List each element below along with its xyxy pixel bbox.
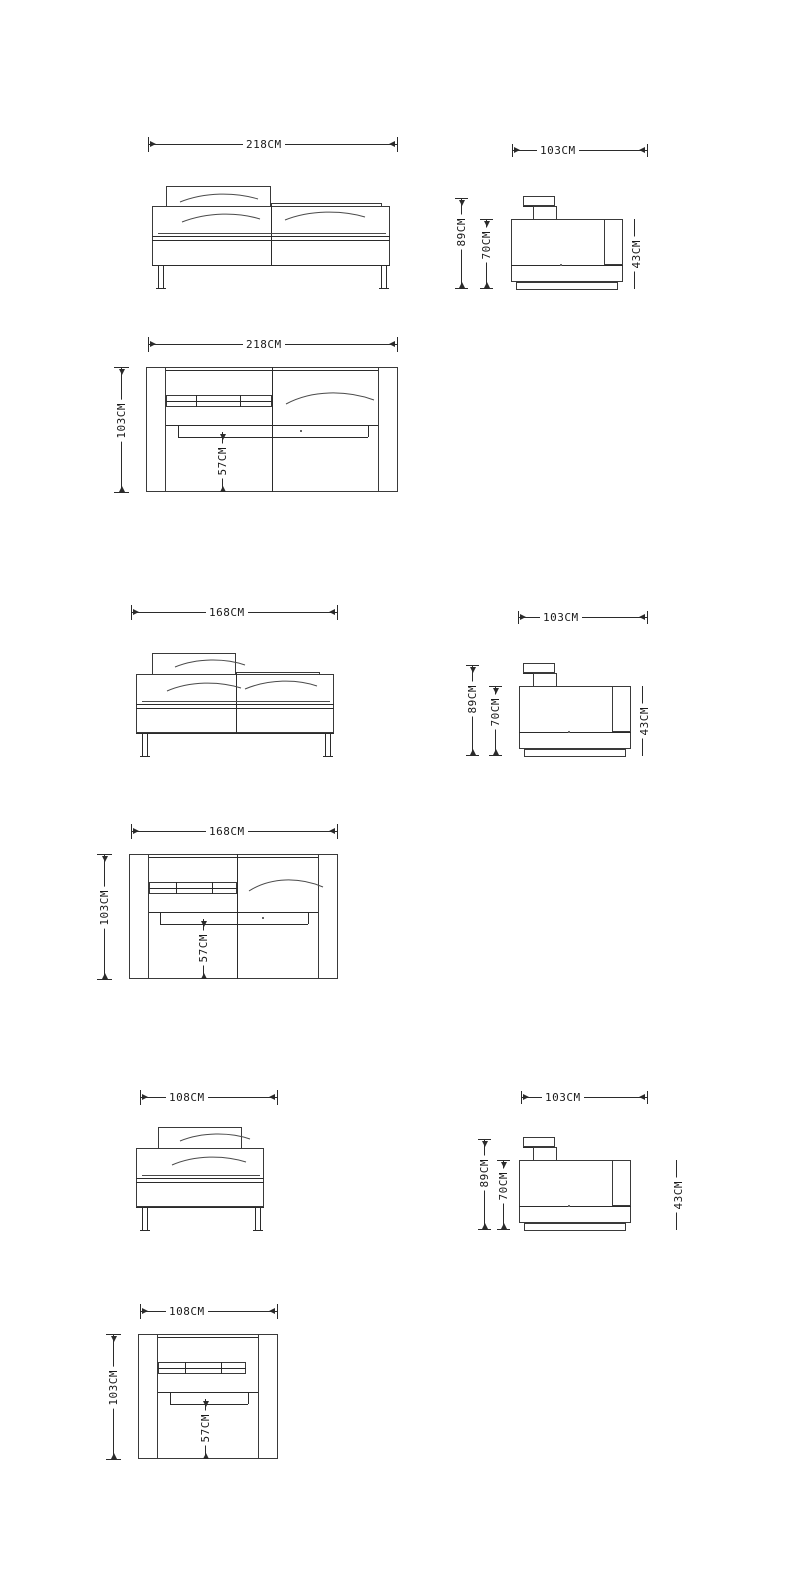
- dim-label-108-plan: 108CM: [166, 1305, 208, 1318]
- dim-label-70-side-2: 70CM: [489, 695, 502, 730]
- dim-label-43-side-3: 43CM: [672, 1178, 685, 1213]
- dim-label-103-side-1: 103CM: [537, 144, 579, 157]
- dim-label-57-plan-3: 57CM: [199, 1411, 212, 1446]
- dim-label-43-side-2: 43CM: [638, 704, 651, 739]
- dim-label-103-side-2: 103CM: [540, 611, 582, 624]
- dim-label-89-side-3: 89CM: [478, 1156, 491, 1191]
- dim-label-57-plan-2: 57CM: [197, 931, 210, 966]
- dim-label-89-side-1: 89CM: [455, 215, 468, 250]
- dim-label-103-plan-1: 103CM: [115, 400, 128, 442]
- dim-label-103-plan-2: 103CM: [98, 887, 111, 929]
- dim-label-103-side-3: 103CM: [542, 1091, 584, 1104]
- dim-label-57-plan-1: 57CM: [216, 444, 229, 479]
- dim-label-70-side-3: 70CM: [497, 1169, 510, 1204]
- dim-label-108-front: 108CM: [166, 1091, 208, 1104]
- dim-label-43-side-1: 43CM: [630, 237, 643, 272]
- dim-label-70-side-1: 70CM: [480, 228, 493, 263]
- dim-label-103-plan-3: 103CM: [107, 1367, 120, 1409]
- dim-label-168-front: 168CM: [206, 606, 248, 619]
- dim-label-89-side-2: 89CM: [466, 682, 479, 717]
- dim-label-218-front: 218CM: [243, 138, 285, 151]
- dim-label-168-plan: 168CM: [206, 825, 248, 838]
- dim-label-218-plan: 218CM: [243, 338, 285, 351]
